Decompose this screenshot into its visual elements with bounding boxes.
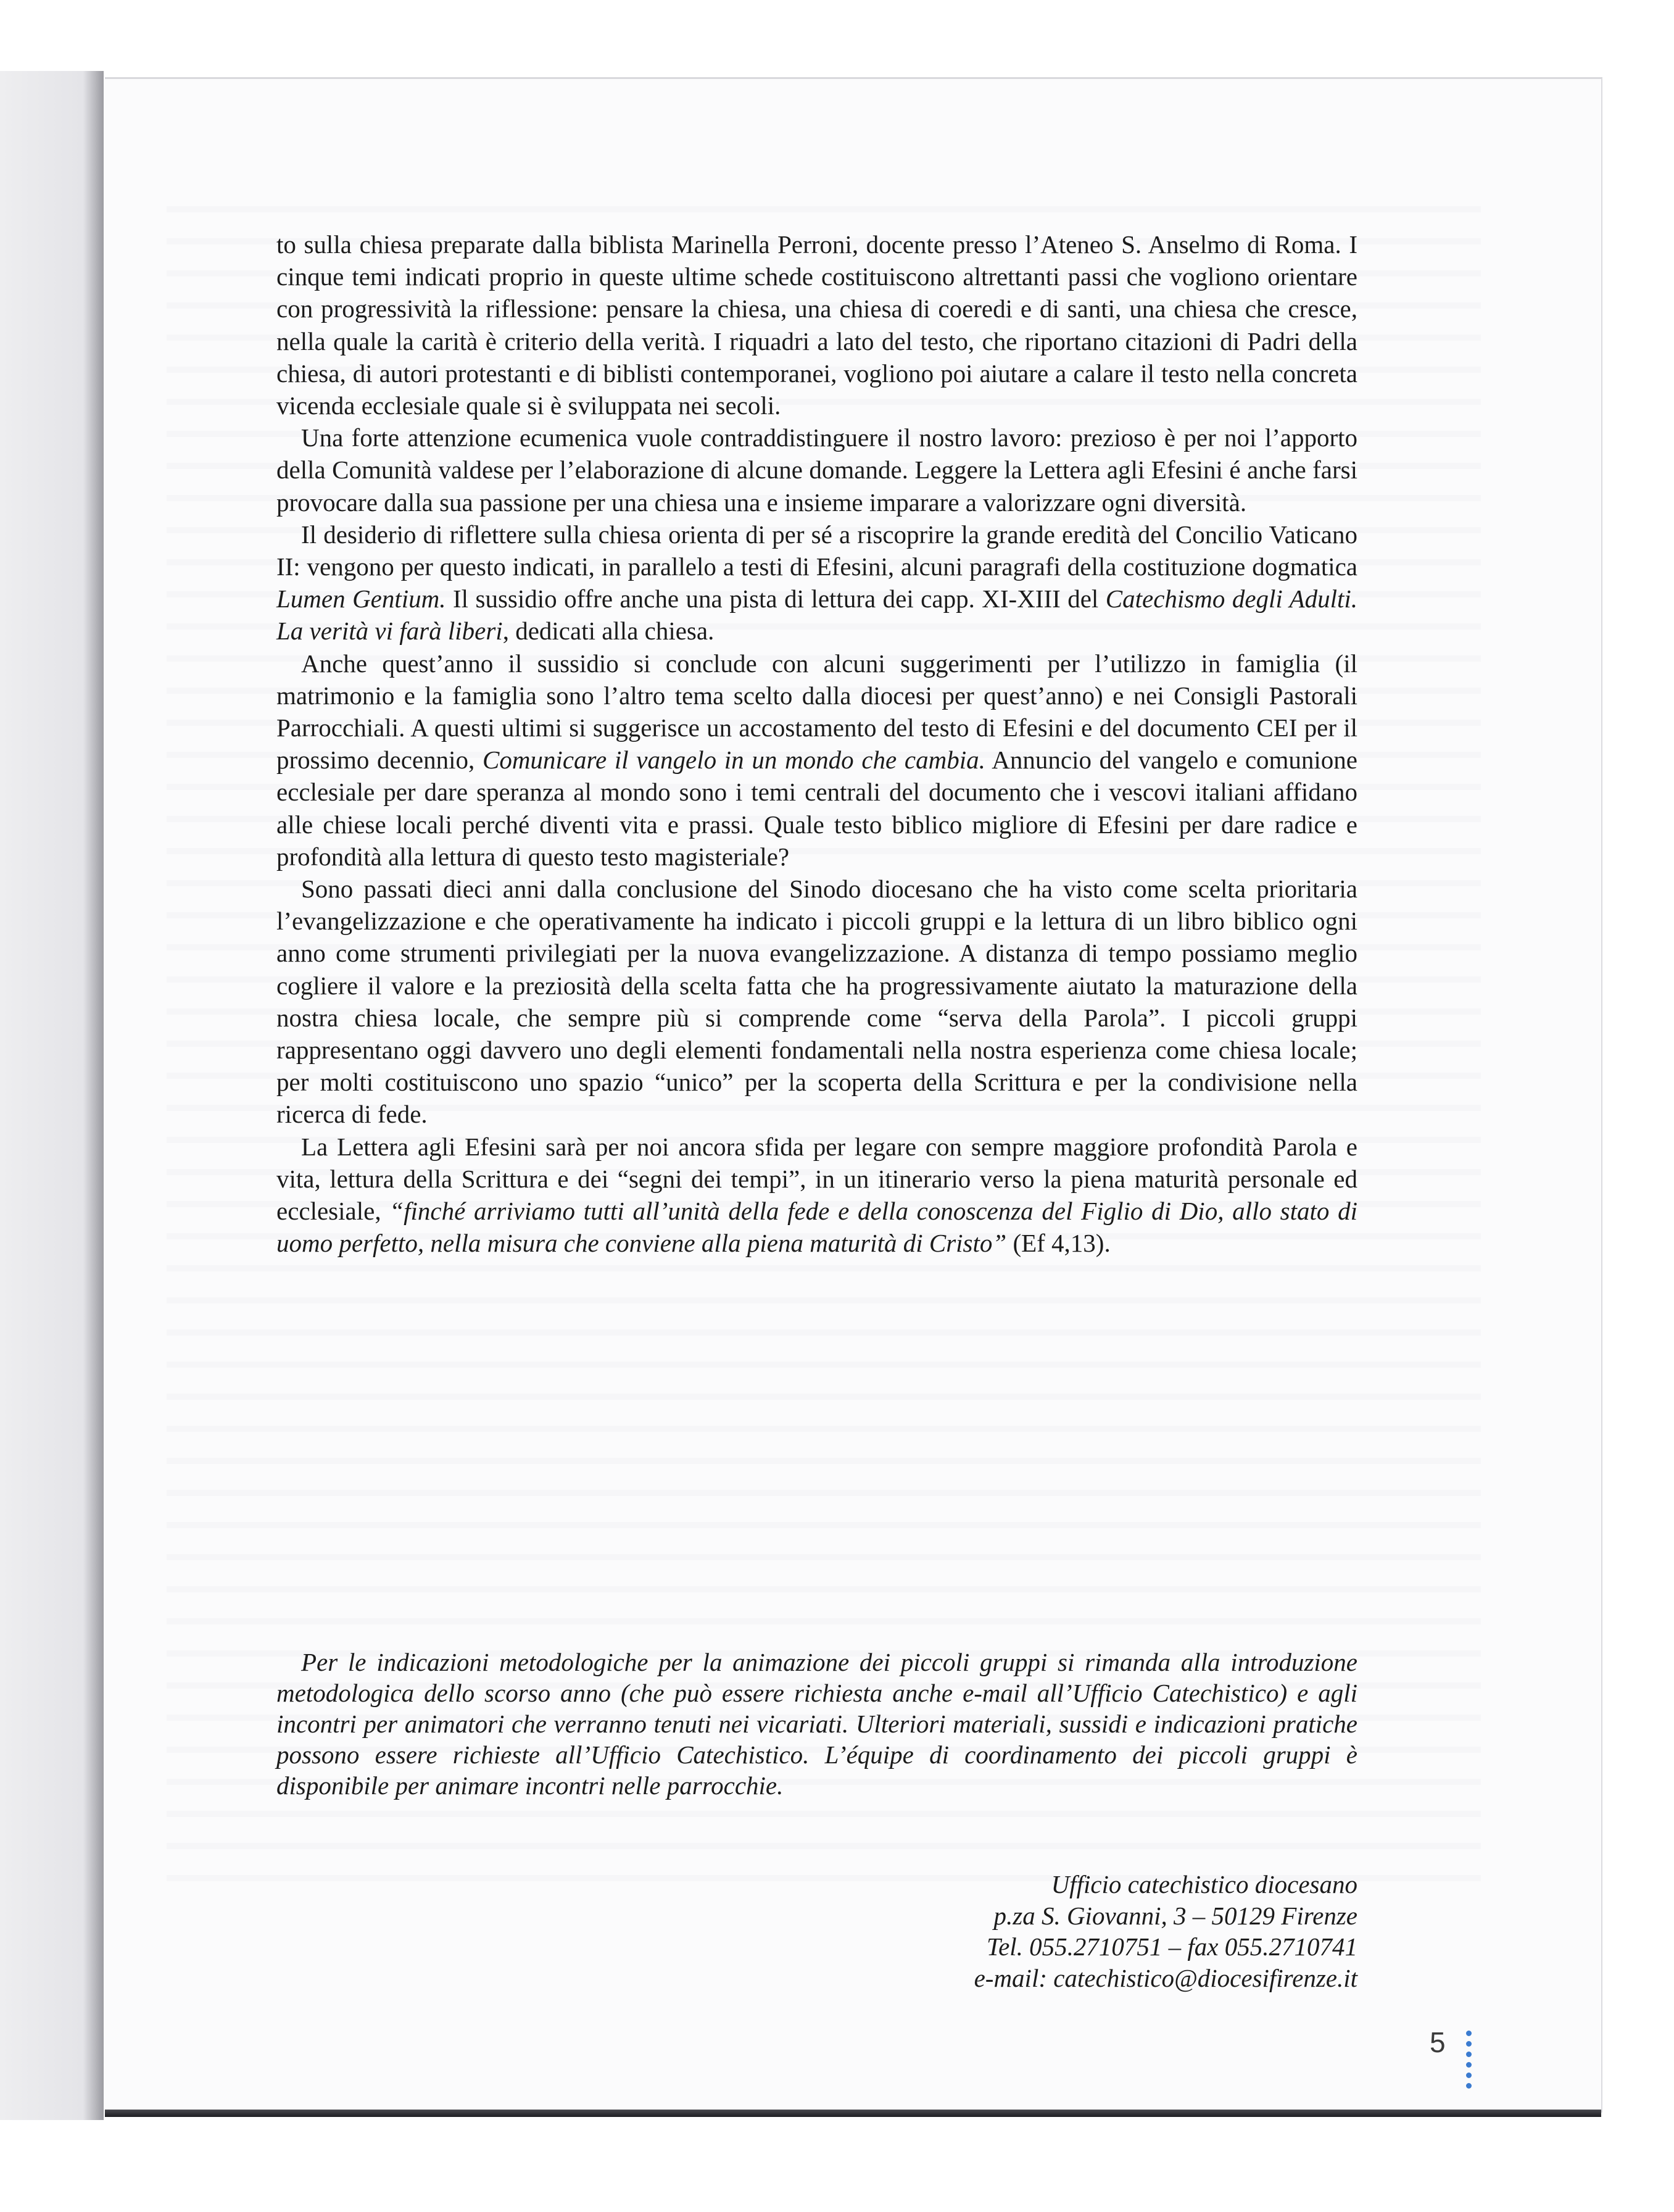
paragraph-4 — [276, 647, 1357, 873]
paragraph-3-run: Il sussidio offre anche una pista di lettura dei capp. XI-XIII del — [445, 584, 1106, 613]
office-email: e-mail: catechistico@diocesifirenze.it — [974, 1963, 1357, 1992]
paragraph-5: Sono passati dieci anni dalla conclusione del Sinodo diocesano che ha visto come scelta prioritaria l’evangelizzazione e che operativamente ha indicato i piccoli gruppi e la lettura di un libro biblico ogni anno come strumenti privilegiati per la nuova evangelizzazione. A distanza di tempo possiamo meglio cogliere il valore e la preziosità della scelta fatta che ha progressivamente aiutato la maturazione della nostra chiesa locale, che sempre più si comprende come “serva della Parola”. I piccoli gruppi rappresentano oggi davvero uno degli elementi fondamentali nella nostra esperienza come chiesa locale; per molti costituiscono uno spazio “unico” per la scoperta della Scrittura e per la condivisione nella ricerca di fede. — [276, 875, 1357, 1129]
office-name: Ufficio catechistico diocesano — [1051, 1870, 1357, 1898]
document-title-comunicare: Comunicare il vangelo in un mondo che cambia. — [482, 746, 985, 775]
scripture-reference: (Ef 4,13). — [1006, 1229, 1111, 1258]
paragraph-4-run: Annuncio del vangelo e comunione ecclesiale per dare speranza al mondo sono i temi centrali del documento che i vescovi italiani affidano alle chiese locali perché diventi vita e prassi. Quale testo biblico migliore di Efesini per dare radice e profondità alla lettura di questo testo magisteriale? — [276, 746, 1357, 871]
paragraph-6 — [276, 1131, 1357, 1260]
page-number-dots-icon — [1466, 2031, 1472, 2089]
paragraph-3-run: Il desiderio di riflettere sulla chiesa orienta di per sé a riscoprire la grande eredità del Concilio Vaticano II: vengono per questo indicati, in parallelo a testi di Efesini, alcuni paragrafi della costituzione dogmatica — [276, 520, 1357, 581]
document-title-catechismo: Catechismo degli Adulti. La verità vi farà liberi — [276, 584, 1357, 646]
paragraph-2: Una forte attenzione ecumenica vuole contraddistinguere il nostro lavoro: prezioso è per noi l’apporto della Comunità valdese per l’elaborazione di alcune domande. Leggere la Lettera agli Efesini é anche farsi provocare dalla sua passione per una chiesa una e insieme imparare a valorizzare ogni diversità. — [276, 423, 1357, 517]
paragraph-3 — [276, 518, 1357, 647]
document-title-lumen-gentium: Lumen Gentium. — [276, 584, 446, 613]
contact-block — [802, 1869, 1357, 1994]
paragraph-6-run: La Lettera agli Efesini sarà per noi ancora sfida per legare con sempre maggiore profondità Parola e vita, lettura della Scrittura e dei “segni dei tempi”, in un itinerario verso la piena maturità personale ed ecclesiale, — [276, 1132, 1357, 1226]
scripture-quote: “finché arriviamo tutti all’unità della fede e della conoscenza del Figlio di Dio, allo stato di uomo perfetto, nella misura che conviene alla piena maturità di Cristo” — [276, 1197, 1357, 1258]
paragraph-1: to sulla chiesa preparate dalla biblista Marinella Perroni, docente presso l’Ateneo S. Anselmo di Roma. I cinque temi indicati proprio in queste ultime schede costituiscono altrettanti passi che vogliono orientare con progressività la riflessione: pensare la chiesa, una chiesa di coeredi e di santi, una chiesa che cresce, nella quale la carità è criterio della verità. I riquadri a lato del testo, che riportano citazioni di Padri della chiesa, di autori protestanti e di biblisti contemporanei, vogliono poi aiutare a calare il testo nella concreta vicenda ecclesiale quale si è sviluppata nei secoli. — [276, 230, 1357, 420]
office-phone: Tel. 055.2710751 – fax 055.2710741 — [987, 1932, 1357, 1961]
methodology-note: Per le indicazioni metodologiche per la animazione dei piccoli gruppi si rimanda alla introduzione metodologica dello scorso anno (che può essere richiesta anche e-mail all’Ufficio Catechistico) e agli incontri per animatori che verranno tenuti nei vicariati. Ulteriori materiali, sussidi e indicazioni pratiche possono essere richieste all’Ufficio Catechistico. L’équipe di coordinamento dei piccoli gruppi è disponibile per animare incontri nelle parrocchie. — [276, 1648, 1357, 1800]
page-bottom-edge — [105, 2110, 1601, 2117]
body-text — [276, 228, 1357, 1260]
page-number: 5 — [1430, 2026, 1446, 2058]
office-street: p.za S. Giovanni, 3 – 50129 Firenze — [993, 1901, 1357, 1930]
adjacent-page-edge — [0, 71, 104, 2120]
paragraph-3-run: , dedicati alla chiesa. — [502, 617, 715, 646]
paragraph-4-run: Anche quest’anno il sussidio si conclude con alcuni suggerimenti per l’utilizzo in famiglia (il matrimonio e la famiglia sono l’altro tema scelto dalla diocesi per quest’anno) e nei Consigli Pastorali Parrocchiali. A questi ultimi si suggerisce un accostamento del testo di Efesini e del documento CEI per il prossimo decennio, — [276, 649, 1357, 775]
